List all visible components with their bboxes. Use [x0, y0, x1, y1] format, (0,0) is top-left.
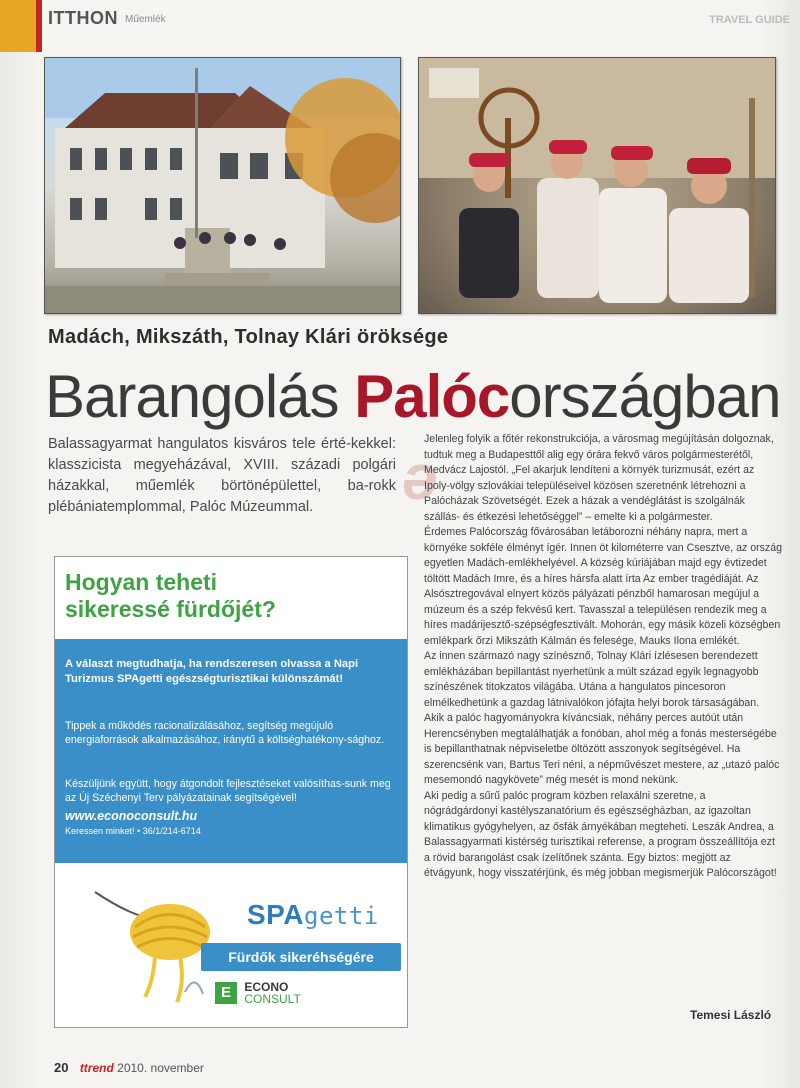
- econo-consult-logo: [215, 981, 301, 1005]
- article-author: Temesi László: [690, 1008, 772, 1022]
- brand-thin: getti: [304, 902, 379, 930]
- body-paragraph: Az innen származó nagy színésznő, Tolnay Klári ízlésesen berendezett emlékházában bepillantást nyerhetünk a múlt század egyik legnagyobb színészének titokzatos világába. Utána a hangulatos pincesoron elmélkedhetünk a gazdag látnivalókon jófajta helyi borok társaságában.: [424, 650, 760, 709]
- brand-bold: SPA: [247, 899, 304, 930]
- article-lead: Balassagyarmat hangulatos kisváros tele érté-kekkel: klasszicista megyeházával, XVIII. századi polgári házakkal, műemlék börtönépülettel, ba-rokk plébániatemplommal, Palóc Múzeummal.: [48, 436, 396, 515]
- ad-tips-text: Tippek a működés racionalizálásához, segítség megújuló energiaforrások alkalmazásához, iránytű a költséghatékony-sághoz.: [65, 720, 385, 746]
- ad-headline: [65, 569, 276, 623]
- body-paragraph: Aki pedig a sűrű palóc program közben relaxálni szeretne, a nógrádgárdonyi kastélyszanatórium és egészségházban, az igazoltan klimatikus gyógyhelyen, az ősfák árnyékában megteheti. Leszák Andrea, a Balassagyarmati kistérség turisztikai referense, a program összeállítója ezt a rövid barangolást csak ízelítőnek szánta. Egy biztos: megjött az étvágyunk, hogy visszatérjünk, és még jobban megismerjük Palócországot!: [424, 789, 777, 879]
- magazine-name: ttrend: [79, 1061, 114, 1075]
- issue-date: 2010. november: [117, 1061, 204, 1075]
- decorative-watermark: ə: [402, 441, 438, 513]
- top-bar: [0, 0, 800, 34]
- ad-lead-text: A választ megtudhatja, ha rendszeresen olvassa a Napi Turizmus SPAgetti egészségturisztikai különszámát!: [65, 658, 359, 685]
- paloc-women-photo: [418, 57, 776, 314]
- econo-logo-line1: ECONO: [244, 980, 289, 994]
- headline-part-1: Barangolás: [45, 363, 355, 430]
- red-accent-bar: [36, 0, 42, 52]
- county-hall-photo: [44, 57, 401, 314]
- ad-headline-line1: Hogyan teheti: [65, 569, 218, 595]
- ad-tagline-band: Fürdők sikeréhségére: [201, 943, 401, 971]
- paloc-women-photo-icon: [419, 58, 775, 313]
- ad-plan-text: Készüljünk együtt, hogy átgondolt fejlesztéseket valósíthas-sunk meg az Új Széchenyi Terv pályázatainak segítségével!: [65, 778, 391, 804]
- econo-logo-icon: E: [215, 982, 237, 1004]
- spagetti-brand: [247, 899, 379, 931]
- headline-part-red: Palóc: [354, 363, 510, 430]
- county-hall-photo-icon: [45, 58, 400, 313]
- spaghetti-fork-icon: [85, 872, 235, 1012]
- econo-logo-line2: CONSULT: [244, 992, 301, 1006]
- page-number: 20: [54, 1060, 69, 1075]
- top-right-label: TRAVEL GUIDE: [709, 14, 790, 26]
- article-subtitle: Madách, Mikszáth, Tolnay Klári öröksége: [48, 326, 449, 348]
- body-paragraph: Érdemes Palócország fővárosában letáborozni néhány napra, mert a környéke sokféle élményt ígér. Innen öt kilométerre van Csesztve, az ország egyetlen Madách-emlékhelyével. A község kúriájában majd egy évtizedet töltött Madách Imre, és a híres hársfa alatt írta Az ember tragédiáját. Az Alsósztregovával elnyert közös pályázati pénzből hamarosan megújul a múzeum és a szép fekvésű kert. Tavasszal a településen rendezik meg a híres madárijesztő-szépségfesztivált. Mohorán, egy másik közeli községben emlékpark őrzi Mikszáth Kálmán és felesége, Mauks Ilona emlékét.: [424, 526, 783, 647]
- page-footer: [54, 1060, 204, 1075]
- ad-website-link[interactable]: www.econoconsult.hu: [65, 809, 198, 823]
- ad-blue-panel: [55, 639, 407, 863]
- body-paragraph: Akik a palóc hagyományokra kíváncsiak, néhány perces autóút után Herencsényben megtalálhatják a fonóban, ahol még a fonás mesterségébe is bepillanthatnak népviseletbe öltözött asszonyok segítségével. Ha szerencsénk van, Bartus Teri néni, a népművészet mestere, az „utazó palóc mesemondó nagykövete” még mesét is mond nekünk.: [424, 712, 780, 786]
- article-headline: [45, 362, 781, 431]
- econo-logo-text: [244, 981, 300, 1005]
- spagetti-advertisement[interactable]: [54, 556, 408, 1028]
- section-title: ITTHON: [48, 8, 118, 28]
- ad-headline-line2: sikeressé fürdőjét?: [65, 596, 276, 622]
- article-body: [424, 432, 782, 882]
- section-subtitle: Műemlék: [125, 14, 166, 25]
- orange-accent-bar: [0, 0, 38, 52]
- ad-contact-text: Keressen minket! • 36/1/214-6714: [65, 826, 201, 836]
- headline-part-2: országban: [509, 363, 781, 430]
- body-paragraph: Jelenleg folyik a főtér rekonstrukciója, a városmag megújításán dolgoznak, tudtuk meg a Budapesttől alig egy órára fekvő város polgármesterétől, Medvácz Lajostól. „Fel akarjuk lendíteni a környék turizmusát, ezért az Ipoly-völgy szlovákiai településeivel közösen szeretnénk létrehozni a Palócházak Szövetségét. Ezek a házak a vendéglátást is szolgálnák szállás- és étkezési lehetőséggel” – emelte ki a polgármester.: [424, 433, 774, 523]
